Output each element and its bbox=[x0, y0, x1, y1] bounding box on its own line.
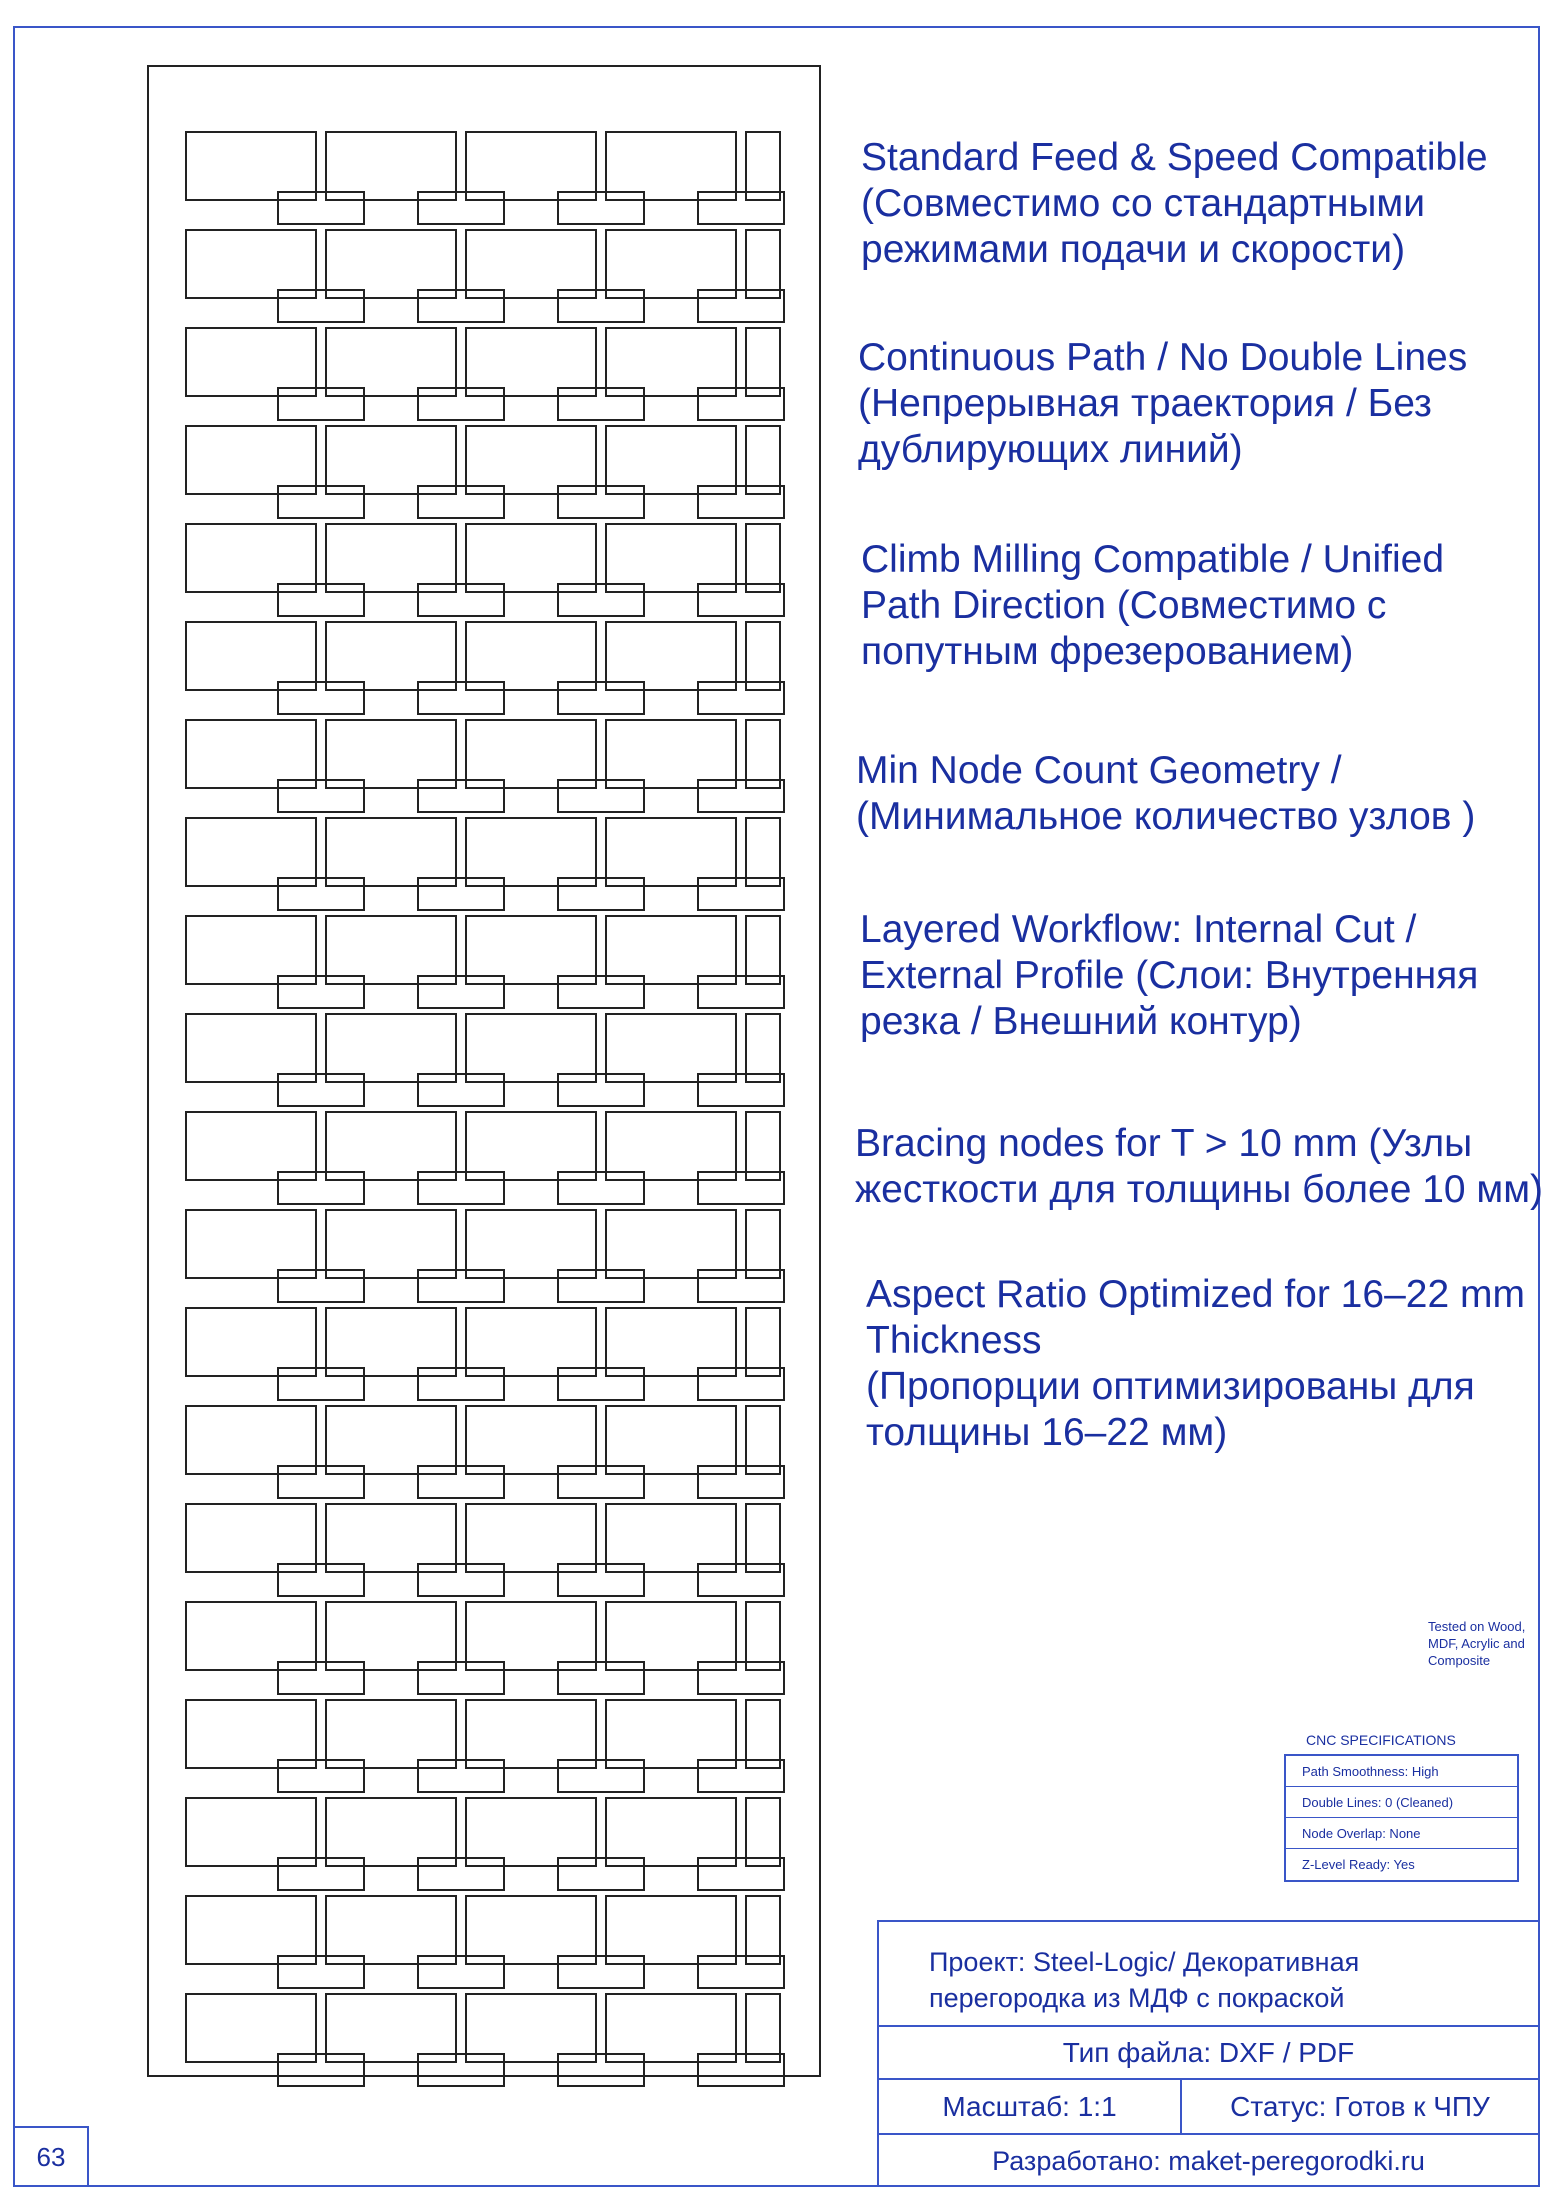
lattice-cell bbox=[746, 132, 780, 200]
lattice-link bbox=[418, 1270, 504, 1302]
lattice-cell bbox=[186, 720, 316, 788]
lattice-link bbox=[558, 1956, 644, 1988]
lattice-link bbox=[558, 584, 644, 616]
lattice-link bbox=[278, 1760, 364, 1792]
lattice-cell bbox=[746, 1994, 780, 2062]
lattice-link bbox=[558, 878, 644, 910]
lattice-cell bbox=[326, 1014, 456, 1082]
lattice-link bbox=[558, 1074, 644, 1106]
lattice-cell bbox=[746, 818, 780, 886]
lattice-cell bbox=[746, 1112, 780, 1180]
lattice-link bbox=[558, 2054, 644, 2086]
lattice-link bbox=[418, 486, 504, 518]
lattice-link bbox=[418, 1662, 504, 1694]
lattice-cell bbox=[186, 1210, 316, 1278]
lattice-cell bbox=[606, 1014, 736, 1082]
lattice-cell bbox=[746, 1308, 780, 1376]
lattice-cell bbox=[186, 916, 316, 984]
panel-pattern bbox=[186, 132, 784, 2086]
feature-1: Standard Feed & Speed Compatible (Совместимо со стандартными режимами подачи и скорости) bbox=[861, 136, 1488, 271]
lattice-link bbox=[418, 682, 504, 714]
lattice-cell bbox=[466, 818, 596, 886]
lattice-link bbox=[418, 584, 504, 616]
lattice-cell bbox=[606, 1896, 736, 1964]
lattice-link bbox=[698, 1466, 784, 1498]
lattice-cell bbox=[746, 1406, 780, 1474]
lattice-cell bbox=[466, 1994, 596, 2062]
lattice-cell bbox=[326, 622, 456, 690]
lattice-link bbox=[558, 388, 644, 420]
lattice-link bbox=[278, 486, 364, 518]
feature-4: Min Node Count Geometry / (Минимальное количество узлов ) bbox=[856, 749, 1476, 838]
lattice-cell bbox=[186, 622, 316, 690]
lattice-link bbox=[278, 584, 364, 616]
lattice-cell bbox=[466, 1014, 596, 1082]
lattice-cell bbox=[466, 328, 596, 396]
lattice-link bbox=[698, 584, 784, 616]
lattice-cell bbox=[326, 1406, 456, 1474]
title-block bbox=[877, 1920, 1540, 2187]
lattice-cell bbox=[326, 1210, 456, 1278]
lattice-link bbox=[278, 682, 364, 714]
lattice-cell bbox=[606, 622, 736, 690]
panel-outline bbox=[148, 66, 820, 2076]
lattice-link bbox=[418, 1564, 504, 1596]
lattice-link bbox=[698, 486, 784, 518]
lattice-cell bbox=[186, 818, 316, 886]
lattice-cell bbox=[606, 1504, 736, 1572]
lattice-link bbox=[558, 1172, 644, 1204]
spec-row: Path Smoothness: High bbox=[1286, 1756, 1517, 1787]
lattice-link bbox=[418, 2054, 504, 2086]
lattice-cell bbox=[746, 916, 780, 984]
lattice-link bbox=[698, 976, 784, 1008]
lattice-cell bbox=[466, 426, 596, 494]
lattice-link bbox=[278, 1466, 364, 1498]
lattice-cell bbox=[606, 426, 736, 494]
lattice-link bbox=[558, 1858, 644, 1890]
lattice-cell bbox=[606, 1406, 736, 1474]
lattice-cell bbox=[326, 1602, 456, 1670]
lattice-cell bbox=[466, 524, 596, 592]
lattice-cell bbox=[606, 818, 736, 886]
tested-note: Tested on Wood, MDF, Acrylic and Composite bbox=[1428, 1619, 1526, 1668]
lattice-cell bbox=[466, 1602, 596, 1670]
lattice-link bbox=[278, 976, 364, 1008]
lattice-link bbox=[278, 192, 364, 224]
lattice-cell bbox=[466, 1700, 596, 1768]
lattice-link bbox=[278, 290, 364, 322]
lattice-link bbox=[698, 1172, 784, 1204]
lattice-link bbox=[698, 1956, 784, 1988]
lattice-cell bbox=[466, 1308, 596, 1376]
lattice-cell bbox=[466, 132, 596, 200]
lattice-link bbox=[558, 1760, 644, 1792]
lattice-cell bbox=[746, 1798, 780, 1866]
lattice-cell bbox=[746, 1210, 780, 1278]
lattice-link bbox=[278, 1172, 364, 1204]
lattice-link bbox=[558, 976, 644, 1008]
lattice-cell bbox=[606, 720, 736, 788]
lattice-link bbox=[418, 1858, 504, 1890]
lattice-link bbox=[418, 1956, 504, 1988]
lattice-cell bbox=[186, 426, 316, 494]
lattice-cell bbox=[606, 1700, 736, 1768]
lattice-cell bbox=[606, 1602, 736, 1670]
lattice-link bbox=[418, 192, 504, 224]
lattice-link bbox=[558, 780, 644, 812]
lattice-link bbox=[698, 2054, 784, 2086]
lattice-cell bbox=[746, 1896, 780, 1964]
specs-table bbox=[1284, 1754, 1519, 1882]
page-number: 63 bbox=[13, 2126, 89, 2187]
spec-row: Double Lines: 0 (Cleaned) bbox=[1286, 1787, 1517, 1818]
lattice-link bbox=[278, 1858, 364, 1890]
lattice-link bbox=[558, 682, 644, 714]
lattice-cell bbox=[326, 328, 456, 396]
lattice-cell bbox=[326, 132, 456, 200]
lattice-cell bbox=[326, 1994, 456, 2062]
lattice-cell bbox=[326, 230, 456, 298]
lattice-link bbox=[418, 1368, 504, 1400]
lattice-link bbox=[278, 878, 364, 910]
lattice-link bbox=[418, 878, 504, 910]
feature-5: Layered Workflow: Internal Cut / External Profile (Слои: Внутренняя резка / Внешний контур) bbox=[860, 908, 1479, 1043]
lattice-link bbox=[278, 1368, 364, 1400]
feature-7: Aspect Ratio Optimized for 16–22 mm Thickness (Пропорции оптимизированы для толщины 16–22 мм) bbox=[866, 1273, 1525, 1454]
lattice-link bbox=[558, 290, 644, 322]
lattice-cell bbox=[186, 1798, 316, 1866]
lattice-cell bbox=[466, 720, 596, 788]
lattice-link bbox=[698, 682, 784, 714]
lattice-link bbox=[558, 1368, 644, 1400]
lattice-link bbox=[698, 1760, 784, 1792]
developer: Разработано: maket-peregorodki.ru bbox=[992, 2146, 1425, 2176]
lattice-link bbox=[278, 1564, 364, 1596]
file-type: Тип файла: DXF / PDF bbox=[879, 2027, 1538, 2080]
lattice-cell bbox=[606, 1308, 736, 1376]
lattice-cell bbox=[746, 328, 780, 396]
lattice-cell bbox=[326, 916, 456, 984]
lattice-link bbox=[558, 1466, 644, 1498]
lattice-link bbox=[418, 388, 504, 420]
lattice-cell bbox=[606, 328, 736, 396]
lattice-link bbox=[418, 290, 504, 322]
lattice-cell bbox=[746, 1602, 780, 1670]
lattice-cell bbox=[606, 1112, 736, 1180]
scale: Масштаб: 1:1 bbox=[879, 2080, 1182, 2133]
lattice-cell bbox=[186, 1504, 316, 1572]
lattice-cell bbox=[186, 1014, 316, 1082]
lattice-link bbox=[698, 780, 784, 812]
lattice-cell bbox=[326, 818, 456, 886]
lattice-cell bbox=[606, 1994, 736, 2062]
project-text: Проект: Steel-Logic/ Декоративная перегородка из МДФ с покраской bbox=[929, 1947, 1360, 2013]
lattice-link bbox=[698, 1662, 784, 1694]
lattice-cell bbox=[186, 328, 316, 396]
lattice-cell bbox=[606, 916, 736, 984]
lattice-cell bbox=[186, 1896, 316, 1964]
project-cell bbox=[879, 1922, 1538, 2027]
lattice-cell bbox=[326, 1112, 456, 1180]
lattice-link bbox=[558, 486, 644, 518]
lattice-link bbox=[698, 388, 784, 420]
lattice-link bbox=[558, 1564, 644, 1596]
lattice-link bbox=[418, 780, 504, 812]
lattice-cell bbox=[186, 1112, 316, 1180]
lattice-cell bbox=[466, 916, 596, 984]
lattice-cell bbox=[186, 1308, 316, 1376]
lattice-cell bbox=[466, 230, 596, 298]
lattice-cell bbox=[466, 1798, 596, 1866]
lattice-link bbox=[698, 1368, 784, 1400]
lattice-cell bbox=[186, 230, 316, 298]
lattice-cell bbox=[746, 1504, 780, 1572]
lattice-cell bbox=[746, 622, 780, 690]
lattice-cell bbox=[466, 1112, 596, 1180]
lattice-link bbox=[558, 1270, 644, 1302]
lattice-link bbox=[698, 290, 784, 322]
lattice-cell bbox=[466, 1210, 596, 1278]
lattice-cell bbox=[606, 1798, 736, 1866]
lattice-cell bbox=[186, 1602, 316, 1670]
lattice-link bbox=[418, 1760, 504, 1792]
lattice-link bbox=[278, 1074, 364, 1106]
lattice-cell bbox=[186, 1406, 316, 1474]
specs-title: CNC SPECIFICATIONS bbox=[1306, 1732, 1456, 1748]
lattice-cell bbox=[326, 1798, 456, 1866]
feature-2: Continuous Path / No Double Lines (Непрерывная траектория / Без дублирующих линий) bbox=[858, 336, 1468, 471]
lattice-cell bbox=[326, 1700, 456, 1768]
lattice-cell bbox=[466, 1406, 596, 1474]
lattice-link bbox=[698, 192, 784, 224]
lattice-cell bbox=[466, 1896, 596, 1964]
lattice-link bbox=[418, 1466, 504, 1498]
lattice-link bbox=[698, 878, 784, 910]
lattice-link bbox=[418, 1074, 504, 1106]
lattice-cell bbox=[466, 622, 596, 690]
lattice-cell bbox=[746, 1700, 780, 1768]
status: Статус: Готов к ЧПУ bbox=[1230, 2091, 1490, 2122]
lattice-cell bbox=[746, 524, 780, 592]
lattice-link bbox=[698, 1074, 784, 1106]
lattice-cell bbox=[186, 132, 316, 200]
lattice-cell bbox=[746, 1014, 780, 1082]
lattice-link bbox=[698, 1270, 784, 1302]
feature-6: Bracing nodes for T > 10 mm (Узлы жесткости для толщины более 10 мм) bbox=[855, 1122, 1544, 1211]
lattice-cell bbox=[326, 720, 456, 788]
lattice-cell bbox=[326, 524, 456, 592]
lattice-cell bbox=[466, 1504, 596, 1572]
lattice-cell bbox=[746, 720, 780, 788]
spec-row: Node Overlap: None bbox=[1286, 1818, 1517, 1849]
lattice-link bbox=[418, 976, 504, 1008]
lattice-link bbox=[278, 1662, 364, 1694]
lattice-cell bbox=[326, 426, 456, 494]
lattice-cell bbox=[606, 132, 736, 200]
lattice-cell bbox=[746, 230, 780, 298]
spec-row: Z-Level Ready: Yes bbox=[1302, 1857, 1415, 1872]
lattice-link bbox=[418, 1172, 504, 1204]
lattice-link bbox=[278, 388, 364, 420]
lattice-cell bbox=[606, 524, 736, 592]
scale-status-row bbox=[879, 2080, 1538, 2135]
lattice-cell bbox=[746, 426, 780, 494]
lattice-cell bbox=[186, 1994, 316, 2062]
lattice-link bbox=[278, 2054, 364, 2086]
lattice-link bbox=[558, 192, 644, 224]
lattice-cell bbox=[186, 524, 316, 592]
lattice-link bbox=[558, 1662, 644, 1694]
lattice-cell bbox=[186, 1700, 316, 1768]
lattice-cell bbox=[326, 1896, 456, 1964]
lattice-cell bbox=[606, 1210, 736, 1278]
lattice-cell bbox=[326, 1308, 456, 1376]
lattice-cell bbox=[326, 1504, 456, 1572]
lattice-link bbox=[278, 1270, 364, 1302]
lattice-link bbox=[278, 1956, 364, 1988]
feature-3: Climb Milling Compatible / Unified Path Direction (Совместимо с попутным фрезерованием) bbox=[861, 538, 1445, 673]
lattice-link bbox=[698, 1858, 784, 1890]
lattice-cell bbox=[606, 230, 736, 298]
lattice-link bbox=[278, 780, 364, 812]
lattice-link bbox=[698, 1564, 784, 1596]
